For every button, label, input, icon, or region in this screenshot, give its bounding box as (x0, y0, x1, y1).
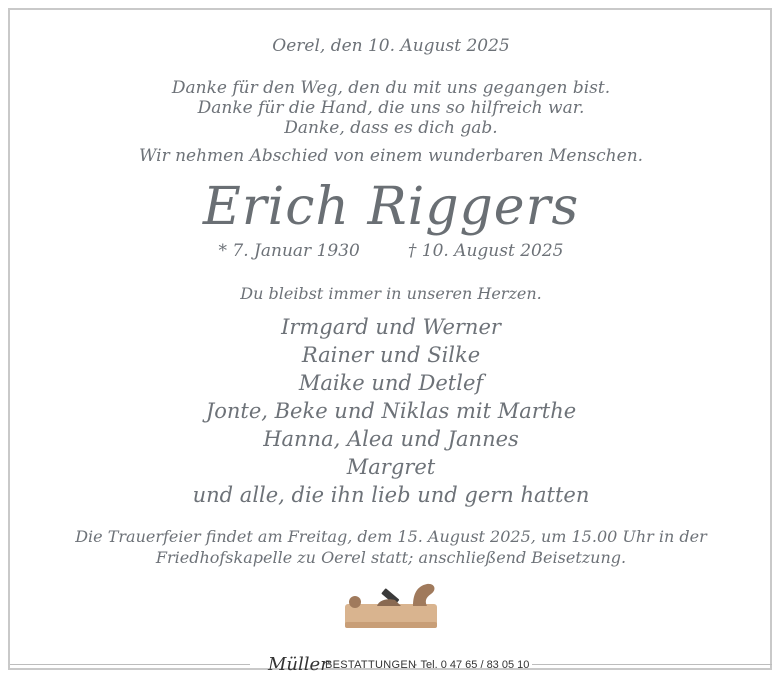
funeral-home-logo: Müller (268, 654, 329, 675)
footer-divider (532, 664, 772, 665)
memorial-line: Du bleibst immer in unseren Herzen. (240, 284, 542, 303)
place-date: Oerel, den 10. August 2025 (272, 36, 510, 56)
mourner-line: Irmgard und Werner (281, 315, 501, 339)
mourner-line: Maike und Detlef (298, 371, 484, 395)
mourner-line: Rainer und Silke (301, 343, 481, 367)
death-date: † 10. August 2025 (407, 241, 564, 261)
farewell-line: Wir nehmen Abschied von einem wunderbaren Menschen. (138, 146, 644, 166)
funeral-home-phone: · Tel. 0 47 65 / 83 05 10 (414, 659, 530, 671)
funeral-line: Die Trauerfeier findet am Freitag, dem 15. August 2025, um 15.00 Uhr in der (75, 527, 707, 546)
funeral-info (0, 526, 782, 568)
wood-plane-icon (343, 580, 439, 632)
mourner-line: Margret (346, 455, 436, 479)
mourner-line: Hanna, Alea und Jannes (263, 427, 519, 451)
mourners-list (0, 313, 782, 509)
poem-line: Danke für den Weg, den du mit uns gegangen bist. (171, 78, 611, 98)
birth-date: * 7. Januar 1930 (218, 241, 360, 261)
funeral-line: Friedhofskapelle zu Oerel statt; anschließend Beisetzung. (155, 548, 627, 567)
life-dates (0, 241, 782, 261)
poem-line: Danke für die Hand, die uns so hilfreich war. (197, 98, 585, 118)
poem (0, 78, 782, 138)
mourner-line: und alle, die ihn lieb und gern hatten (192, 483, 590, 507)
poem-line: Danke, dass es dich gab. (284, 118, 498, 138)
deceased-name: Erich Riggers (202, 177, 580, 237)
footer-divider (10, 664, 250, 665)
funeral-home-label: BESTATTUNGEN (325, 659, 417, 671)
mourner-line: Jonte, Beke und Niklas mit Marthe (205, 399, 577, 423)
footer (0, 652, 782, 680)
